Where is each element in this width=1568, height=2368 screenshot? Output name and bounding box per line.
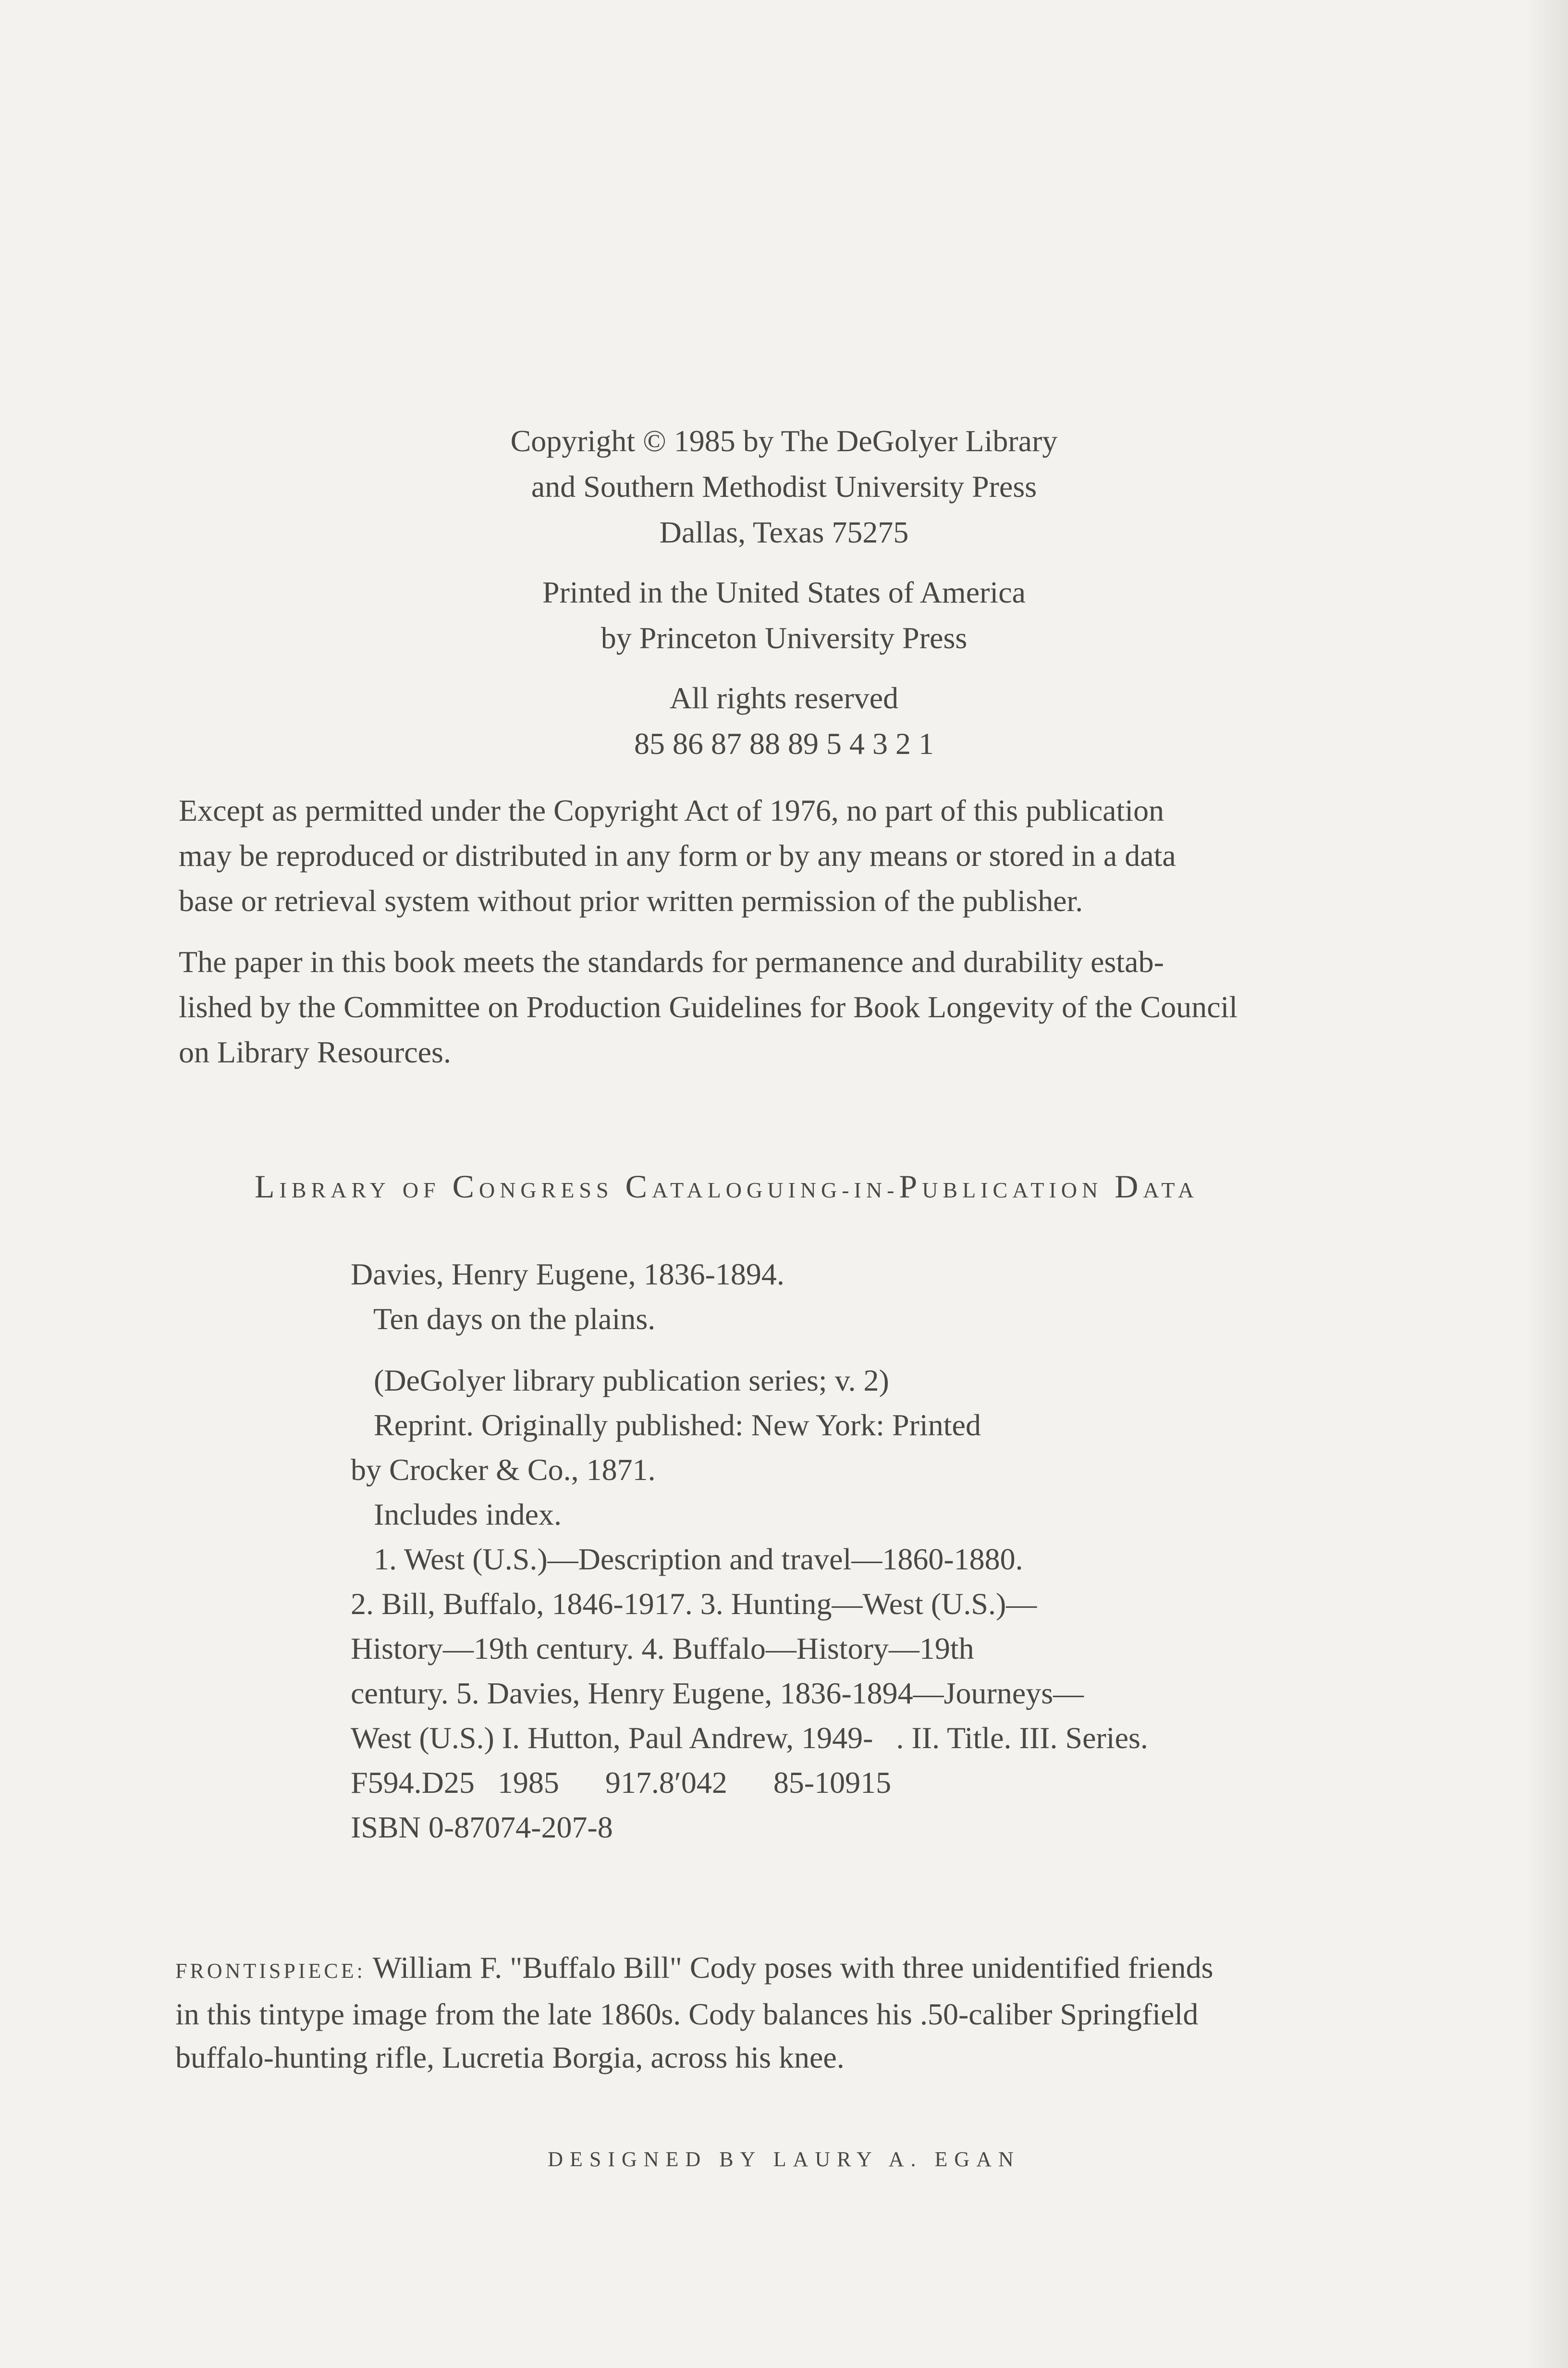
copyright-line: Copyright © 1985 by The DeGolyer Library <box>510 424 1058 458</box>
cip-series: (DeGolyer library publication series; v. 2) <box>351 1363 889 1397</box>
heading-word: OF <box>402 1178 441 1202</box>
heading-word: IBRARY <box>279 1178 391 1202</box>
publisher-address: Dallas, Texas 75275 <box>659 515 909 549</box>
paragraph-line: may be reproduced or distributed in any form or by any means or stored in a data <box>179 839 1176 873</box>
page-edge-shadow <box>1525 0 1568 2368</box>
cip-author: Davies, Henry Eugene, 1836-1894. <box>351 1257 784 1291</box>
printer-line: by Princeton University Press <box>600 621 968 655</box>
cip-includes: Includes index. <box>351 1497 562 1531</box>
cip-subjects: 2. Bill, Buffalo, 1846-1917. 3. Hunting—West (U.S.)— <box>351 1587 1037 1621</box>
heading-initial: C <box>452 1168 479 1205</box>
heading-initial: P <box>899 1168 922 1205</box>
cip-title: Ten days on the plains. <box>351 1302 656 1336</box>
rights-line: All rights reserved <box>669 681 899 715</box>
paragraph-line: base or retrieval system without prior written permission of the publisher. <box>179 884 1083 918</box>
cip-reprint: Reprint. Originally published: New York: Printed <box>351 1408 981 1442</box>
heading-word: ATA <box>1143 1178 1199 1202</box>
paragraph-line: on Library Resources. <box>179 1035 451 1069</box>
cip-record <box>351 1252 1148 1850</box>
heading-word: UBLICATION <box>922 1178 1103 1202</box>
rights-notice <box>0 675 1568 766</box>
publisher-line: and Southern Methodist University Press <box>531 469 1037 504</box>
cip-isbn: ISBN 0-87074-207-8 <box>351 1810 613 1844</box>
copyright-block <box>0 418 1568 781</box>
caption-line: buffalo-hunting rifle, Lucretia Borgia, across his knee. <box>175 2040 845 2074</box>
copyright-notice <box>0 418 1568 555</box>
heading-initial: D <box>1115 1168 1143 1205</box>
frontispiece-caption <box>175 1946 1213 2079</box>
cip-subjects: 1. West (U.S.)—Description and travel—1860-1880. <box>351 1542 1023 1576</box>
cip-subjects: History—19th century. 4. Buffalo—History—19th <box>351 1631 974 1665</box>
caption-line <box>175 1946 1213 1993</box>
frontispiece-label: FRONTISPIECE: <box>175 1959 366 1983</box>
paper-standards-paragraph <box>179 939 1447 1075</box>
caption-line: in this tintype image from the late 1860s. Cody balances his .50-caliber Springfield <box>175 1997 1199 2031</box>
heading-word: ATALOGUING-IN- <box>651 1178 899 1202</box>
cip-subjects: century. 5. Davies, Henry Eugene, 1836-1894—Journeys— <box>351 1676 1084 1710</box>
permissions-paragraph <box>179 788 1447 924</box>
paragraph-line: The paper in this book meets the standards for permanence and durability estab- <box>179 945 1164 979</box>
heading-word: ONGRESS <box>478 1178 613 1202</box>
heading-initial: C <box>625 1168 652 1205</box>
printing-notice <box>0 569 1568 661</box>
caption-text: William F. "Buffalo Bill" Cody poses with three unidentified friends <box>365 1950 1213 1985</box>
printing-numbers: 85 86 87 88 89 5 4 3 2 1 <box>634 727 934 761</box>
heading-initial: L <box>255 1168 280 1205</box>
cip-subjects: West (U.S.) I. Hutton, Paul Andrew, 1949- . II. Title. III. Series. <box>351 1721 1148 1755</box>
cip-reprint: by Crocker & Co., 1871. <box>351 1453 656 1487</box>
designer-credit: DESIGNED BY LAURY A. EGAN <box>548 2147 1020 2171</box>
paragraph-line: Except as permitted under the Copyright Act of 1976, no part of this publication <box>179 793 1164 827</box>
paragraph-line: lished by the Committee on Production Guidelines for Book Longevity of the Council <box>179 990 1238 1024</box>
cip-call-numbers: F594.D25 1985 917.8′042 85-10915 <box>351 1765 892 1800</box>
printed-in-line: Printed in the United States of America <box>542 575 1026 609</box>
cip-heading <box>255 1168 1199 1206</box>
